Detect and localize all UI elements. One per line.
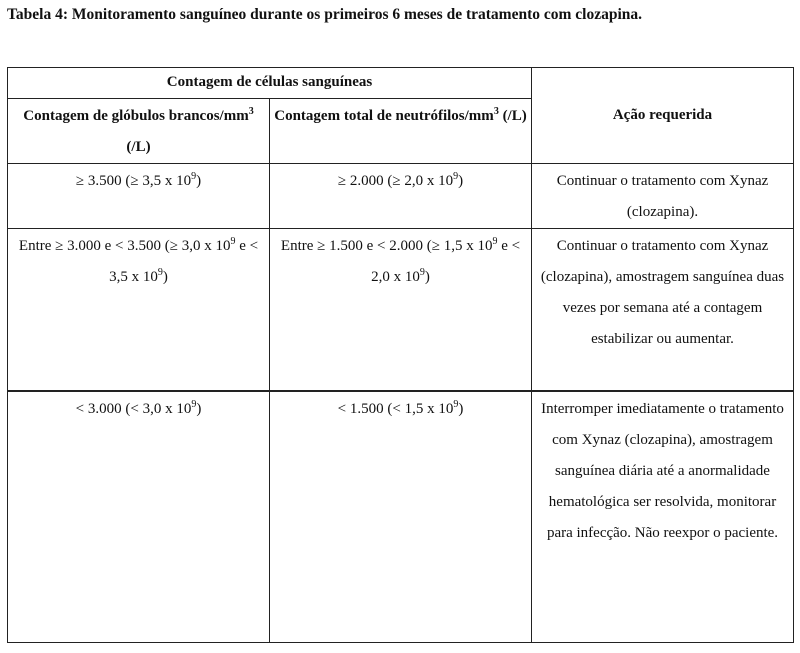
cell-action: Continuar o tratamento com Xynaz (clozapina). xyxy=(532,164,794,229)
cell-neutrophil-count: Entre ≥ 1.500 e < 2.000 (≥ 1,5 x $10^9$ e < 2,0 x $10^9$) xyxy=(270,229,532,392)
header-white-cell-count: Contagem de glóbulos brancos/$mm^3$ (/L) xyxy=(8,99,270,164)
table-row xyxy=(8,164,794,229)
header-required-action: Ação requerida xyxy=(532,68,794,164)
monitoring-table xyxy=(7,67,794,643)
table-row xyxy=(8,229,794,392)
cell-neutrophil-count: < 1.500 (< 1,5 x $10^9$) xyxy=(270,391,532,643)
header-neutrophil-count: Contagem total de neutrófilos/$mm^3$ (/L) xyxy=(270,99,532,164)
header-row-group xyxy=(8,68,794,99)
cell-action: Interromper imediatamente o tratamento com Xynaz (clozapina), amostragem sanguínea diária até a anormalidade hematológica ser resolvida, monitorar para infecção. Não reexpor o paciente. xyxy=(532,391,794,643)
cell-white-count: Entre ≥ 3.000 e < 3.500 (≥ 3,0 x $10^9$ e < 3,5 x $10^9$) xyxy=(8,229,270,392)
cell-neutrophil-count: ≥ 2.000 (≥ 2,0 x $10^9$) xyxy=(270,164,532,229)
table-row xyxy=(8,391,794,643)
cell-white-count: < 3.000 (< 3,0 x $10^9$) xyxy=(8,391,270,643)
header-blood-count-group: Contagem de células sanguíneas xyxy=(8,68,532,99)
table-caption: Tabela 4: Monitoramento sanguíneo durante os primeiros 6 meses de tratamento com clozapina. xyxy=(7,6,643,23)
cell-action: Continuar o tratamento com Xynaz (clozapina), amostragem sanguínea duas vezes por semana até a contagem estabilizar ou aumentar. xyxy=(532,229,794,392)
cell-white-count: ≥ 3.500 (≥ 3,5 x $10^9$) xyxy=(8,164,270,229)
